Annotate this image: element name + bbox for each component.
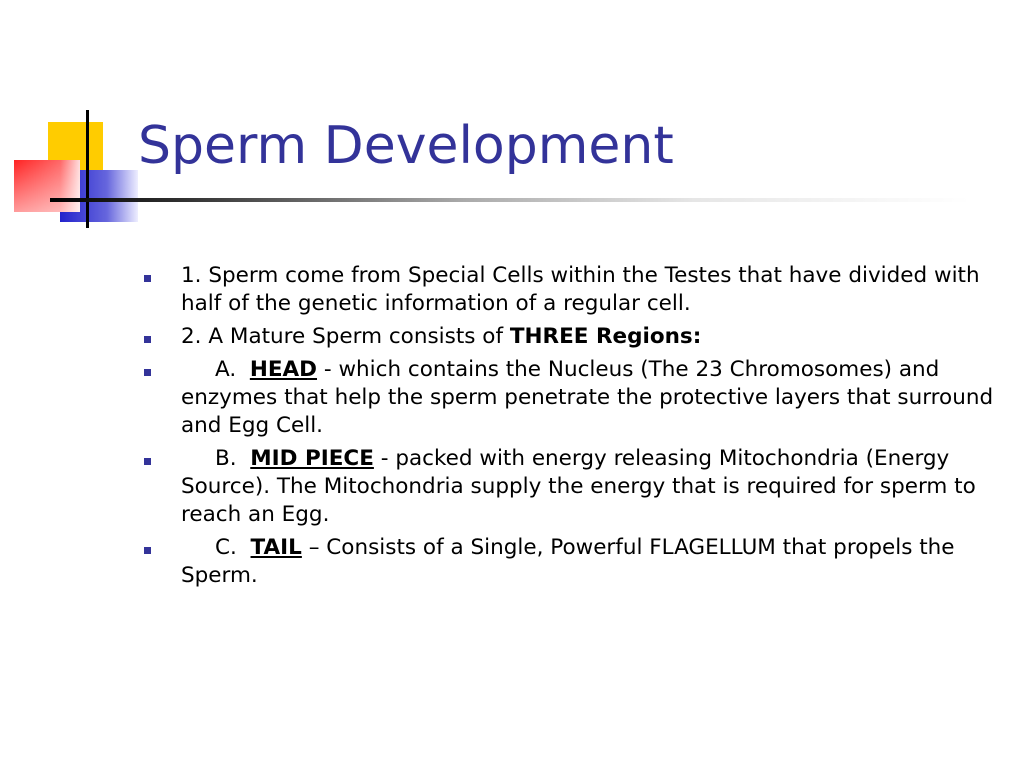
region-letter: C. [215,535,237,560]
region-letter: B. [215,446,237,471]
list-item [140,445,1000,529]
region-term: HEAD [249,357,318,382]
bullet-emphasis: THREE Regions: [509,324,702,349]
list-item [140,262,1000,318]
list-item [140,323,1000,351]
region-description: - which contains the Nucleus (The 23 Chromosomes) and enzymes that help the sperm penetrate the protective layers that surround and Egg Cell. [181,357,994,438]
region-term: MID PIECE [250,446,374,471]
region-description: – Consists of a Single, Powerful FLAGELLUM that propels the Sperm. [181,535,955,588]
vertical-line [86,110,89,228]
region-term: TAIL [250,535,302,560]
square-bullet-icon [144,336,151,343]
bullet-list [140,262,1000,595]
region-letter: A. [215,357,237,382]
square-bullet-icon [144,458,151,465]
region-description: - packed with energy releasing Mitochondria (Energy Source). The Mitochondria supply the energy that is required for sperm to reach an Egg. [181,446,976,527]
square-bullet-icon [144,275,151,282]
bullet-text: 1. Sperm come from Special Cells within the Testes that have divided with half of the genetic information of a regular cell. [181,263,980,316]
list-item [140,534,1000,590]
slide-title: Sperm Development [138,116,674,176]
list-item [140,356,1000,440]
bullet-text: 2. A Mature Sperm consists of [181,324,510,349]
decorative-color-blocks [0,0,140,230]
title-divider [50,198,970,202]
square-bullet-icon [144,547,151,554]
square-bullet-icon [144,369,151,376]
